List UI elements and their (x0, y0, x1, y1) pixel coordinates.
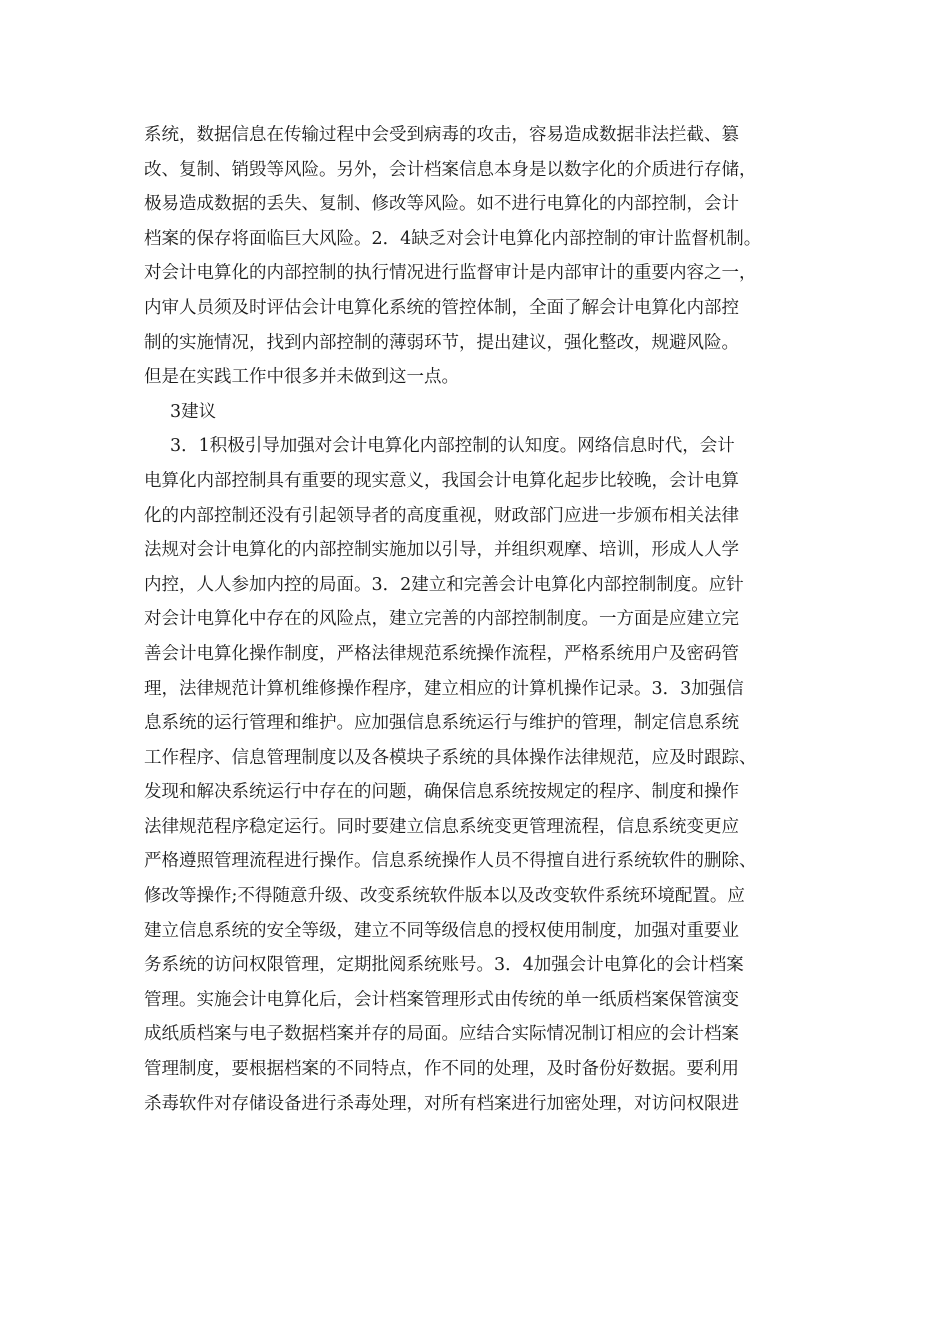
text-line: 极易造成数据的丢失、复制、修改等风险。如不进行电算化的内部控制，会计 (144, 194, 739, 215)
text-line: 成纸质档案与电子数据档案并存的局面。应结合实际情况制订相应的会计档案 (144, 1024, 739, 1045)
text-line: 管理制度，要根据档案的不同特点，作不同的处理，及时备份好数据。要利用 (144, 1059, 739, 1080)
text-line: 善会计电算化操作制度，严格法律规范系统操作流程，严格系统用户及密码管 (144, 643, 739, 664)
text-line: 内控，人人参加内控的局面。3．2建立和完善会计电算化内部控制制度。应针 (144, 574, 744, 595)
text-line: 建立信息系统的安全等级，建立不同等级信息的授权使用制度，加强对重要业 (144, 920, 739, 941)
text-line: 但是在实践工作中很多并未做到这一点。 (144, 367, 459, 388)
text-line: 化的内部控制还没有引起领导者的高度重视，财政部门应进一步颁布相关法律 (144, 505, 739, 526)
section-heading: 3建议 (170, 401, 217, 422)
text-line: 3．1积极引导加强对会计电算化内部控制的认知度。网络信息时代，会计 (170, 436, 735, 457)
text-line: 工作程序、信息管理制度以及各模块子系统的具体操作法律规范，应及时跟踪、 (144, 747, 757, 768)
text-line: 制的实施情况，找到内部控制的薄弱环节，提出建议，强化整改，规避风险。 (144, 332, 739, 353)
text-line: 务系统的访问权限管理，定期批阅系统账号。3．4加强会计电算化的会计档案 (144, 955, 744, 976)
text-line: 杀毒软件对存储设备进行杀毒处理，对所有档案进行加密处理，对访问权限进 (144, 1093, 739, 1114)
text-line: 系统，数据信息在传输过程中会受到病毒的攻击，容易造成数据非法拦截、篡 (144, 125, 739, 145)
text-line: 严格遵照管理流程进行操作。信息系统操作人员不得擅自进行系统软件的删除、 (144, 851, 757, 872)
text-line: 内审人员须及时评估会计电算化系统的管控体制，全面了解会计电算化内部控 (144, 297, 739, 318)
text-line: 对会计电算化的内部控制的执行情况进行监督审计是内部审计的重要内容之一， (144, 263, 757, 284)
text-line: 法律规范程序稳定运行。同时要建立信息系统变更管理流程，信息系统变更应 (144, 816, 739, 837)
document-body (144, 118, 824, 1121)
text-line: 修改等操作;不得随意升级、改变系统软件版本以及改变软件系统环境配置。应 (144, 886, 745, 907)
text-line: 电算化内部控制具有重要的现实意义，我国会计电算化起步比较晚，会计电算 (144, 470, 739, 491)
text-line: 息系统的运行管理和维护。应加强信息系统运行与维护的管理，制定信息系统 (144, 713, 739, 734)
text-line: 理，法律规范计算机维修操作程序，建立相应的计算机操作记录。3．3加强信 (144, 678, 744, 699)
text-line: 管理。实施会计电算化后，会计档案管理形式由传统的单一纸质档案保管演变 (144, 989, 739, 1010)
text-line: 对会计电算化中存在的风险点，建立完善的内部控制制度。一方面是应建立完 (144, 609, 739, 630)
text-line: 档案的保存将面临巨大风险。2．4缺乏对会计电算化内部控制的审计监督机制。 (144, 228, 762, 249)
text-line: 发现和解决系统运行中存在的问题，确保信息系统按规定的程序、制度和操作 (144, 782, 739, 803)
text-line: 改、复制、销毁等风险。另外，会计档案信息本身是以数字化的介质进行存储， (144, 159, 757, 180)
text-line: 法规对会计电算化的内部控制实施加以引导，并组织观摩、培训，形成人人学 (144, 540, 739, 561)
